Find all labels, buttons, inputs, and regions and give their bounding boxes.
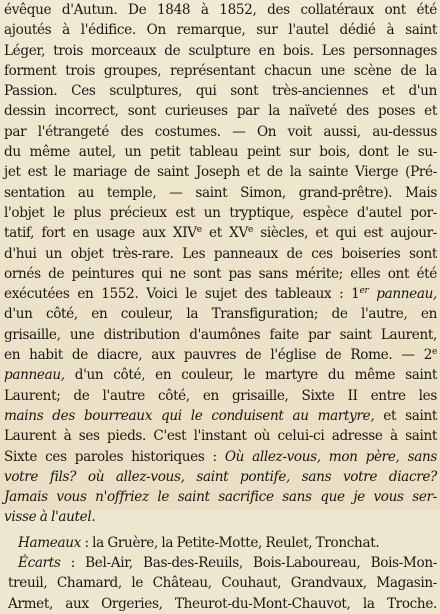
main-paragraph	[4, 0, 437, 528]
text-line	[4, 345, 437, 365]
superscript: e	[247, 225, 253, 236]
text-line	[4, 487, 437, 507]
text-line	[4, 553, 437, 573]
text-run: Passion. Ces sculptures, qui sont très-anciennes et d'un	[4, 83, 437, 100]
text-run: par l'étrangeté des costumes. — On voit aussi, au-dessus	[4, 123, 437, 140]
text-run: Sixte ces paroles historiques :	[4, 448, 225, 465]
text-run: jet est le mariage de saint Joseph et de la sainte Vierge (Pré-	[4, 164, 437, 181]
text-line	[4, 573, 437, 593]
text-line	[4, 203, 437, 223]
text-line	[4, 406, 437, 426]
text-line	[4, 183, 437, 203]
text-line	[4, 122, 437, 142]
text-line	[4, 20, 437, 40]
text-run: grisaille, une distribution d'aumônes faite par saint Laurent,	[4, 326, 437, 343]
text-run: d'un côté, en couleur, le martyre du même saint	[64, 367, 437, 384]
text-line	[4, 142, 437, 162]
text-run: en habit de diacre, aux pauvres de l'église de Rome. — 2	[4, 347, 433, 364]
text-run: panneau,	[368, 286, 437, 303]
superscript: e	[196, 225, 202, 236]
text-run: d'hui un objet très-rare. Les panneaux de ces boiseries sont	[4, 245, 437, 262]
text-line	[4, 223, 437, 243]
text-run: Laurent à ses pieds. C'est l'instant où celui-ci adresse à saint	[4, 428, 437, 445]
text-run: et XV	[201, 225, 248, 242]
text-run: tatif, fort en usage aux XIV	[4, 225, 197, 242]
text-line	[4, 41, 437, 61]
text-line	[4, 325, 437, 345]
text-line	[4, 284, 437, 304]
text-run: treuil, Chamard, le Château, Couhaut, Grandvaux, Magasin-	[8, 575, 437, 592]
text-run: dessin incorrect, sont curieuses par la naïveté des poses et	[4, 103, 437, 120]
text-line	[4, 467, 437, 487]
superscript: e	[432, 347, 437, 358]
text-run: et saint	[374, 407, 437, 424]
text-run: Jamais vous n'offriez le saint sacrifice sans que je vous ser-	[4, 489, 437, 506]
text-line	[4, 61, 437, 81]
text-run: : la Gruère, la Petite-Motte, Reulet, Tronchat.	[80, 534, 380, 551]
text-line	[4, 447, 437, 467]
text-run: évêque d'Autun. De 1848 à 1852, des collatéraux ont été	[4, 2, 437, 18]
text-line	[4, 426, 437, 446]
text-run: siècles, et qui est aujour-	[252, 225, 438, 242]
text-line	[4, 81, 437, 101]
text-line	[4, 533, 437, 553]
text-line	[4, 386, 437, 406]
text-run: d'un côté, en couleur, la Transfiguration; de l'autre, en	[4, 306, 437, 323]
text-line	[4, 304, 437, 324]
text-line	[4, 365, 437, 385]
text-run: Écarts	[18, 555, 61, 572]
ecarts-paragraph	[4, 553, 437, 614]
text-run: du même autel, un petit tableau peint sur bois, dont le su-	[4, 144, 437, 161]
text-line	[4, 162, 437, 182]
text-line	[4, 101, 437, 121]
text-run: Armet, aux Orgeries, Theurot-du-Mont-Chauvot, la Troche.	[8, 595, 437, 612]
text-run: : Bel-Air, Bas-des-Reuils, Bois-Laboureau, Bois-Mon-	[60, 555, 437, 572]
text-run: Où allez-vous, mon père, sans	[224, 448, 437, 465]
text-run: ajoutés à l'édifice. On remarque, sur l'autel dédié à saint	[4, 22, 437, 39]
text-run: Hameaux	[18, 534, 81, 551]
superscript: er	[359, 286, 369, 297]
text-line	[4, 244, 437, 264]
text-run: Laurent; de l'autre côté, en grisaille, Sixte II entre les	[4, 387, 437, 404]
text-run: visse à l'autel.	[4, 509, 96, 526]
text-run: votre fils? où allez-vous, saint pontife, sans votre diacre?	[4, 468, 437, 485]
text-run: exécutées en 1552. Voici le sujet des tableaux : 1	[4, 286, 360, 303]
text-line	[4, 594, 437, 614]
text-run: l'objet le plus précieux est un tryptique, espèce d'autel por-	[4, 204, 437, 221]
text-run: panneau,	[4, 367, 65, 384]
hameaux-paragraph	[4, 533, 437, 553]
text-run: forment trois groupes, représentant chacun une scène de la	[4, 62, 437, 79]
text-run: mains des bourreaux qui le conduisent au martyre,	[4, 407, 375, 424]
text-line	[4, 264, 437, 284]
text-run: sentation au temple, — saint Simon, grand-prêtre). Mais	[4, 184, 437, 201]
text-run: Léger, trois morceaux de sculpture en bois. Les personnages	[4, 42, 437, 59]
text-line	[4, 507, 437, 527]
text-line	[4, 0, 437, 20]
text-run: ornés de peintures qui ne sont pas sans mérite; elles ont été	[4, 265, 437, 282]
